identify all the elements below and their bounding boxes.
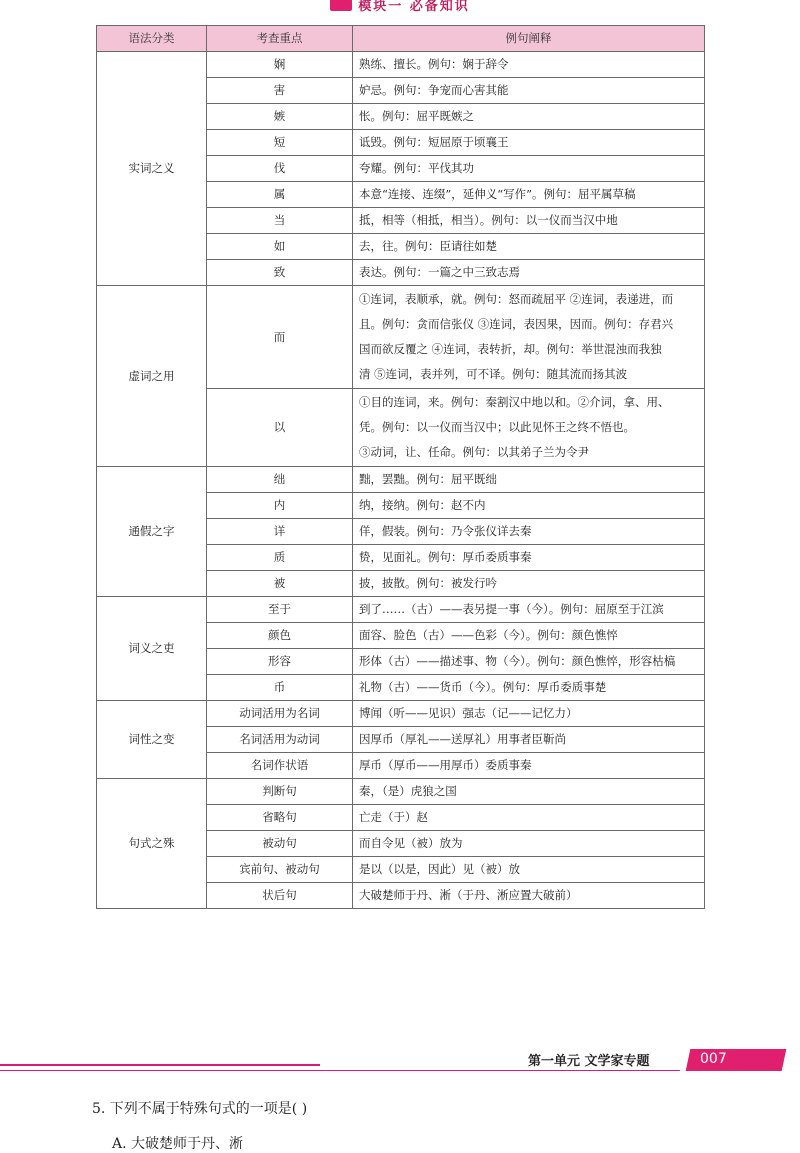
key-point-cell: 状后句 — [207, 883, 353, 909]
explanation-cell — [353, 182, 705, 208]
category-cell: 句式之殊 — [97, 779, 207, 909]
table-row — [97, 597, 705, 623]
page-number: 007 — [700, 1051, 727, 1067]
explanation-cell — [353, 130, 705, 156]
explanation-line: 本意“连接、连缀”，延伸义“写作”。例句：屈平属草稿 — [359, 187, 636, 201]
explanation-line: 因厚币（厚礼——送厚礼）用事者臣靳尚 — [359, 732, 566, 746]
key-point-cell: 质 — [207, 545, 353, 571]
book-icon — [330, 0, 352, 11]
explanation-line: 且。例句：贪而信张仪 ③连词，表因果，因而。例句：存君兴 — [359, 317, 674, 331]
explanation-line: 表达。例句：一篇之中三致志焉 — [359, 265, 520, 279]
explanation-line: 形体（古）——描述事、物（今）。例句：颜色憔悴，形容枯槁 — [359, 654, 676, 668]
explanation-cell — [353, 727, 705, 753]
key-point-cell: 名词活用为动词 — [207, 727, 353, 753]
explanation-line: ①目的连词，来。例句：秦割汉中地以和。②介词，拿、用、 — [359, 395, 670, 409]
header-category: 语法分类 — [97, 26, 207, 52]
explanation-cell — [353, 779, 705, 805]
explanation-cell — [353, 883, 705, 909]
explanation-line: 清 ⑤连词，表并列，可不译。例句：随其流而扬其波 — [359, 367, 628, 381]
explanation-cell — [353, 52, 705, 78]
key-point-cell: 绌 — [207, 467, 353, 493]
explanation-line: 国而欲反覆之 ④连词，表转折，却。例句：举世混浊而我独 — [359, 342, 662, 356]
key-point-cell: 如 — [207, 234, 353, 260]
key-point-cell: 颜色 — [207, 623, 353, 649]
explanation-line: 大破楚师于丹、淅（于丹、淅应置大破前） — [359, 888, 578, 902]
explanation-line: ③动词，让、任命。例句：以其弟子兰为令尹 — [359, 445, 589, 459]
table-row — [97, 467, 705, 493]
explanation-cell — [353, 519, 705, 545]
unit-title: 第一单元 文学家专题 — [528, 1054, 650, 1069]
explanation-line: ①连词，表顺承，就。例句：怒而疏屈平 ②连词，表递进，而 — [359, 292, 674, 306]
section-banner — [0, 0, 800, 14]
explanation-line: 厚币（厚币——用厚币）委质事秦 — [359, 758, 532, 772]
explanation-line: 诋毁。例句：短屈原于顷襄王 — [359, 135, 509, 149]
explanation-cell — [353, 104, 705, 130]
explanation-line: 而自令见（被）放为 — [359, 836, 463, 850]
banner-title: 模块一 必备知识 — [358, 0, 470, 14]
category-cell: 虚词之用 — [97, 286, 207, 467]
key-point-cell: 致 — [207, 260, 353, 286]
header-explanation: 例句阐释 — [353, 26, 705, 52]
explanation-cell — [353, 493, 705, 519]
explanation-cell — [353, 701, 705, 727]
header-key-point: 考查重点 — [207, 26, 353, 52]
key-point-cell: 以 — [207, 389, 353, 467]
explanation-cell — [353, 545, 705, 571]
key-point-cell: 当 — [207, 208, 353, 234]
explanation-line: 亡走（于）赵 — [359, 810, 428, 824]
key-point-cell: 而 — [207, 286, 353, 389]
explanation-line: 黜，罢黜。例句：屈平既绌 — [359, 472, 497, 486]
explanation-cell — [353, 649, 705, 675]
key-point-cell: 属 — [207, 182, 353, 208]
explanation-cell — [353, 623, 705, 649]
explanation-line: 贽，见面礼。例句：厚币委质事秦 — [359, 550, 532, 564]
explanation-line: 去，往。例句：臣请往如楚 — [359, 239, 497, 253]
key-point-cell: 娴 — [207, 52, 353, 78]
explanation-line: 礼物（古）——货币（今）。例句：厚币委质事楚 — [359, 680, 607, 694]
footer-rule — [0, 1064, 320, 1066]
category-cell: 词义之吏 — [97, 597, 207, 701]
key-point-cell: 至于 — [207, 597, 353, 623]
explanation-line: 秦，（是）虎狼之国 — [359, 784, 457, 798]
explanation-line: 披，披散。例句：被发行吟 — [359, 576, 497, 590]
key-point-cell: 嫉 — [207, 104, 353, 130]
explanation-cell — [353, 234, 705, 260]
explanation-line: 到了……（古）——表另提一事（今）。例句：屈原至于江滨 — [359, 602, 664, 616]
explanation-cell — [353, 208, 705, 234]
question-option-a: A. 大破楚师于丹、淅 — [112, 1136, 244, 1152]
explanation-cell — [353, 156, 705, 182]
key-point-cell: 详 — [207, 519, 353, 545]
table-row — [97, 779, 705, 805]
key-point-cell: 伐 — [207, 156, 353, 182]
explanation-cell — [353, 805, 705, 831]
table-row — [97, 286, 705, 389]
explanation-cell — [353, 286, 705, 389]
explanation-line: 是以（以是，因此）见（被）放 — [359, 862, 520, 876]
table-header-row — [97, 26, 705, 52]
explanation-cell — [353, 857, 705, 883]
explanation-cell — [353, 675, 705, 701]
category-cell: 词性之变 — [97, 701, 207, 779]
table-row — [97, 701, 705, 727]
key-point-cell: 短 — [207, 130, 353, 156]
key-point-cell: 省略句 — [207, 805, 353, 831]
explanation-cell — [353, 753, 705, 779]
explanation-line: 夸耀。例句：平伐其功 — [359, 161, 474, 175]
key-point-cell: 被 — [207, 571, 353, 597]
explanation-line: 妒忌。例句：争宠而心害其能 — [359, 83, 509, 97]
question-stem: 5. 下列不属于特殊句式的一项是( ) — [92, 1101, 308, 1117]
key-point-cell: 害 — [207, 78, 353, 104]
explanation-cell — [353, 389, 705, 467]
explanation-line: 抵，相等（相抵，相当）。例句：以一仪而当汉中地 — [359, 213, 618, 227]
category-cell: 实词之义 — [97, 52, 207, 286]
grammar-table — [96, 25, 705, 909]
explanation-line: 凭。例句：以一仪而当汉中；以此见怀王之终不悟也。 — [359, 420, 635, 434]
table-row — [97, 52, 705, 78]
explanation-line: 熟练、擅长。例句：娴于辞令 — [359, 57, 509, 71]
key-point-cell: 动词活用为名词 — [207, 701, 353, 727]
key-point-cell: 宾前句、被动句 — [207, 857, 353, 883]
explanation-cell — [353, 78, 705, 104]
key-point-cell: 形容 — [207, 649, 353, 675]
key-point-cell: 判断句 — [207, 779, 353, 805]
explanation-cell — [353, 831, 705, 857]
explanation-line: 面容、脸色（古）——色彩（今）。例句：颜色憔悴 — [359, 628, 618, 642]
explanation-line: 怅。例句：屈平既嫉之 — [359, 109, 474, 123]
explanation-line: 佯，假装。例句：乃令张仪详去秦 — [359, 524, 532, 538]
explanation-line: 纳，接纳。例句：赵不内 — [359, 498, 486, 512]
explanation-cell — [353, 467, 705, 493]
explanation-line: 博闻（听——见识）强志（记——记忆力） — [359, 706, 578, 720]
explanation-cell — [353, 597, 705, 623]
key-point-cell: 币 — [207, 675, 353, 701]
key-point-cell: 内 — [207, 493, 353, 519]
key-point-cell: 被动句 — [207, 831, 353, 857]
key-point-cell: 名词作状语 — [207, 753, 353, 779]
explanation-cell — [353, 260, 705, 286]
category-cell: 通假之字 — [97, 467, 207, 597]
footer-rule-thin — [0, 1070, 680, 1071]
explanation-cell — [353, 571, 705, 597]
